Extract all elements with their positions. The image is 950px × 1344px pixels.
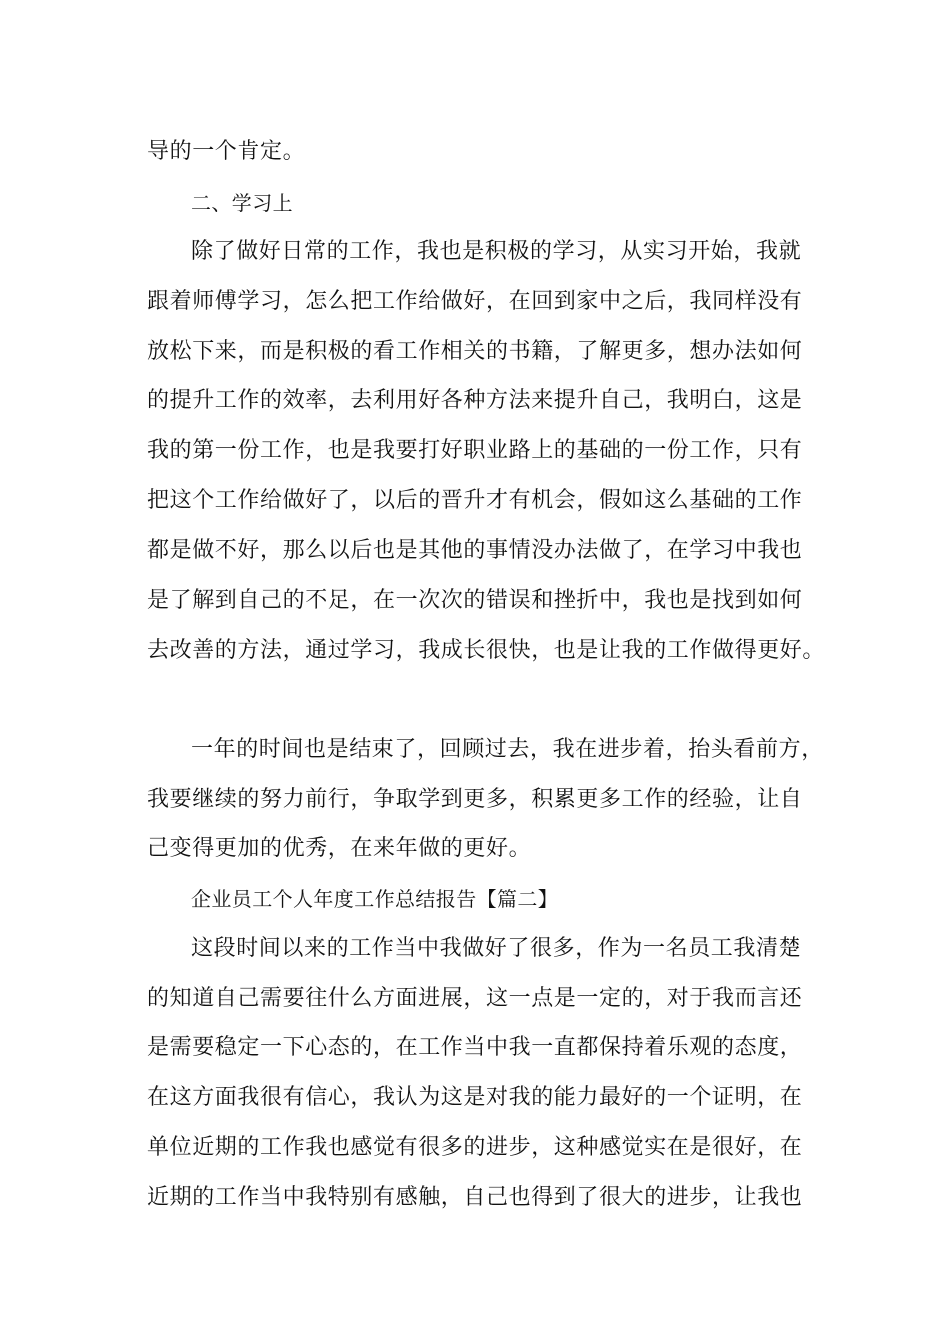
paragraph-line: 在这方面我很有信心，我认为这是对我的能力最好的一个证明，在 bbox=[147, 1085, 803, 1110]
paragraph-line: 单位近期的工作我也感觉有很多的进步，这种感觉实在是很好，在 bbox=[147, 1135, 803, 1160]
paragraph-line: 我要继续的努力前行，争取学到更多，积累更多工作的经验，让自 bbox=[147, 787, 803, 812]
paragraph-line: 我的第一份工作，也是我要打好职业路上的基础的一份工作，只有 bbox=[147, 438, 803, 463]
paragraph-line: 除了做好日常的工作，我也是积极的学习，从实习开始，我就 bbox=[191, 239, 802, 264]
paragraph-line: 放松下来，而是积极的看工作相关的书籍，了解更多，想办法如何 bbox=[147, 339, 803, 364]
section-heading-study: 二、学习上 bbox=[191, 191, 293, 215]
paragraph-line: 去改善的方法，通过学习，我成长很快，也是让我的工作做得更好。 bbox=[147, 638, 826, 663]
paragraph-line: 的知道自己需要往什么方面进展，这一点是一定的，对于我而言还 bbox=[147, 986, 803, 1011]
paragraph-line: 这段时间以来的工作当中我做好了很多，作为一名员工我清楚 bbox=[191, 936, 802, 961]
paragraph-line: 都是做不好，那么以后也是其他的事情没办法做了，在学习中我也 bbox=[147, 538, 803, 563]
paragraph-line: 的提升工作的效率，去利用好各种方法来提升自己，我明白，这是 bbox=[147, 388, 803, 413]
paragraph-line: 是了解到自己的不足，在一次次的错误和挫折中，我也是找到如何 bbox=[147, 588, 803, 613]
paragraph-line-continuation: 导的一个肯定。 bbox=[147, 139, 306, 164]
paragraph-line: 近期的工作当中我特别有感触，自己也得到了很大的进步，让我也 bbox=[147, 1185, 803, 1210]
report-title-part-two: 企业员工个人年度工作总结报告【篇二】 bbox=[191, 887, 559, 911]
paragraph-line: 己变得更加的优秀，在来年做的更好。 bbox=[147, 836, 532, 861]
paragraph-line: 跟着师傅学习，怎么把工作给做好，在回到家中之后，我同样没有 bbox=[147, 289, 803, 314]
paragraph-line: 一年的时间也是结束了，回顾过去，我在进步着，抬头看前方， bbox=[191, 737, 824, 762]
paragraph-line: 把这个工作给做好了，以后的晋升才有机会，假如这么基础的工作 bbox=[147, 488, 803, 513]
paragraph-line: 是需要稳定一下心态的，在工作当中我一直都保持着乐观的态度， bbox=[147, 1035, 803, 1060]
